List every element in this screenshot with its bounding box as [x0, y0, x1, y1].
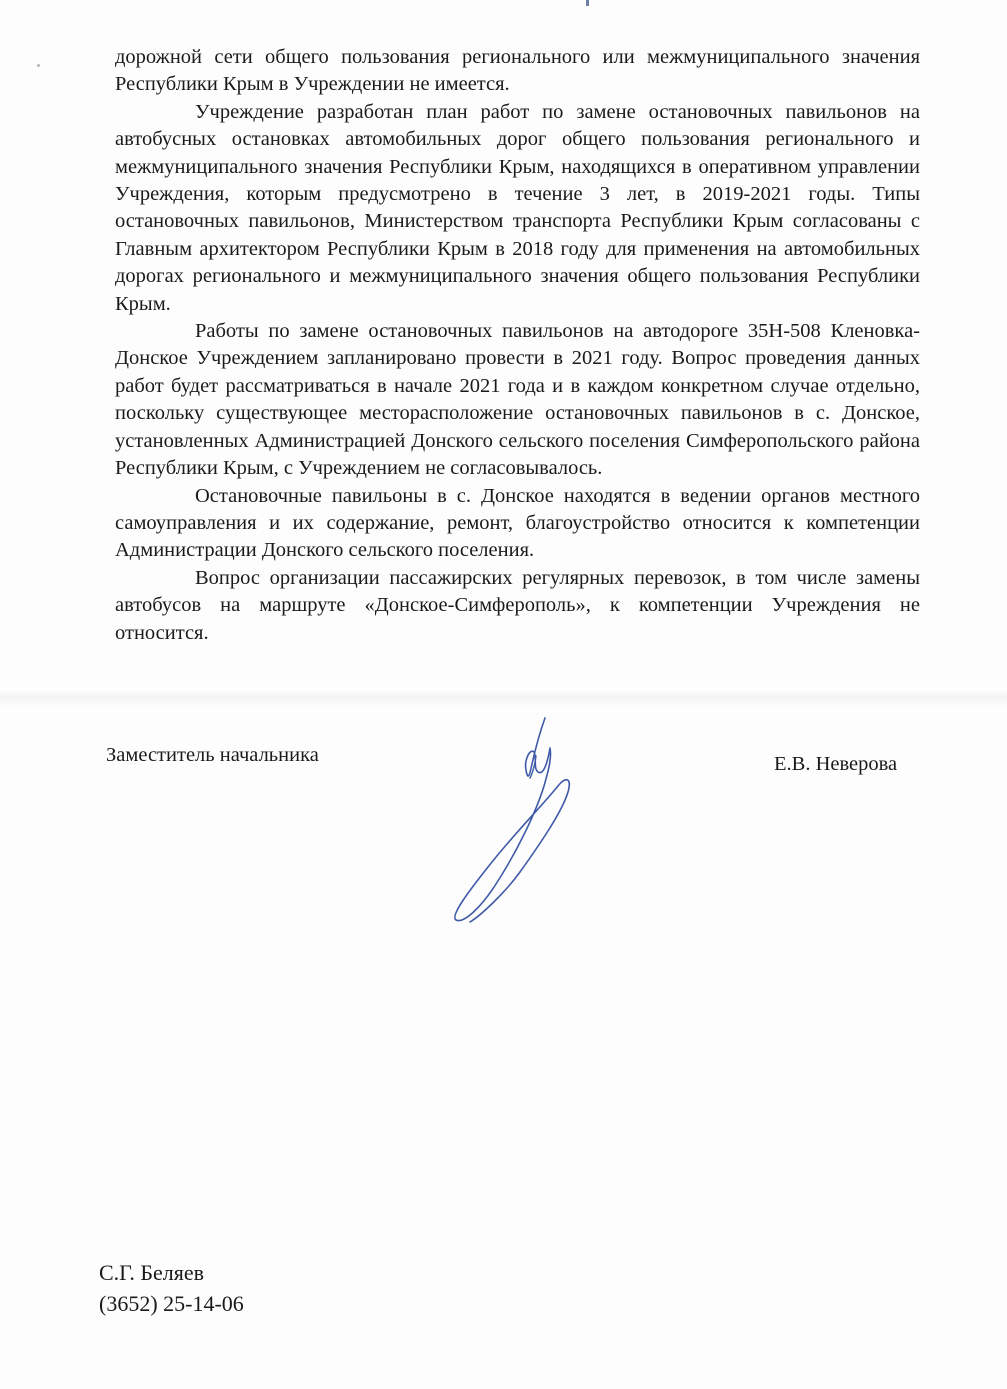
executor-name: С.Г. Беляев — [99, 1260, 205, 1285]
executor-contact — [99, 1257, 244, 1319]
paragraph-4: Остановочные павильоны в с. Донское находятся в ведении органов местного самоуправления и их содержание, ремонт, благоустройство относится к компетенции Администрации Донского сельского поселения. — [115, 484, 920, 562]
paragraph-3: Работы по замене остановочных павильонов на автодороге 35Н-508 Кленовка-Донское Учреждением запланировано провести в 2021 году. Вопрос проведения данных работ будет рассматриваться в начале 2021 года и в каждом конкретном случае отдельно, поскольку существующее месторасположение остановочных павильонов в с. Донское, установленных Администрацией Донского сельского поселения Симферопольского района Республики Крым, с Учреждением не согласовывалось. — [115, 320, 920, 480]
scan-speck — [37, 64, 40, 67]
paragraph-1: дорожной сети общего пользования регионального или межмуниципального значения Республики Крым в Учреждении не имеется. — [115, 46, 920, 96]
scan-fold-line — [0, 691, 1007, 705]
paragraph-5: Вопрос организации пассажирских регулярных перевозок, в том числе замены автобусов на маршруте «Донское-Симферополь», к компетенции Учреждения не относится. — [115, 566, 920, 644]
scan-edge-mark — [586, 0, 589, 6]
executor-phone: (3652) 25-14-06 — [99, 1291, 244, 1316]
signer-name: Е.В. Неверова — [774, 753, 898, 775]
handwritten-signature — [440, 712, 600, 932]
paragraph-2: Учреждение разработан план работ по замене остановочных павильонов на автобусных остановках автомобильных дорог общего пользования регионального и межмуниципального значения Республики Крым, находящихся в оперативном управлении Учреждения, которым предусмотрено в течение 3 лет, в 2019-2021 годы. Типы остановочных павильонов, Министерством транспорта Республики Крым согласованы с Главным архитектором Республики Крым в 2018 году для применения на автомобильных дорогах регионального и межмуниципального значения общего пользования Республики Крым. — [115, 100, 920, 315]
letter-body — [115, 44, 920, 647]
signer-position-title: Заместитель начальника — [106, 744, 319, 766]
